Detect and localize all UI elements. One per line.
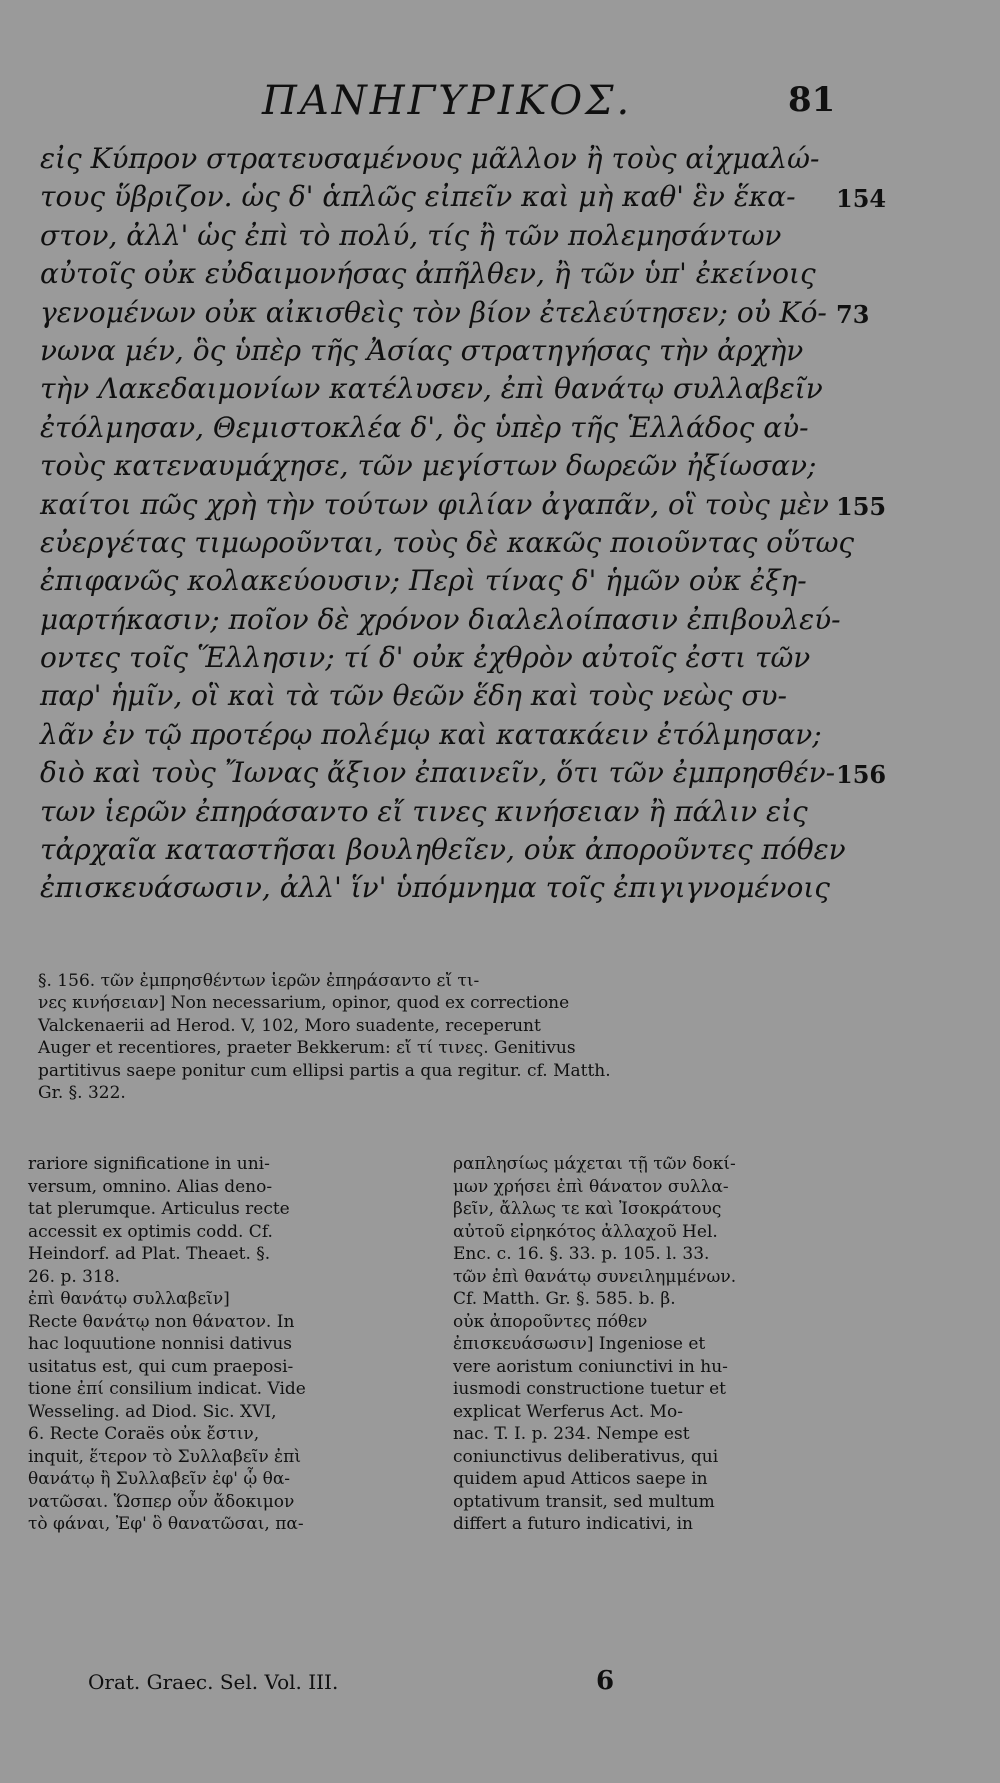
commentary-line: vere aoristum coniunctivi in hu- bbox=[453, 1356, 728, 1377]
note-line: Gr. §. 322. bbox=[38, 1083, 126, 1104]
main-text-line: ἐπισκευάσωσιν, ἀλλ' ἵν' ὑπόμνημα τοῖς ἐπιγιγνομένοις bbox=[40, 871, 830, 905]
commentary-line: versum, omnino. Alias deno- bbox=[28, 1176, 273, 1197]
commentary-line: Wesseling. ad Diod. Sic. XVI, bbox=[28, 1401, 277, 1422]
main-text-line: εὐεργέτας τιμωροῦνται, τοὺς δὲ κακῶς ποιοῦντας οὕτως bbox=[40, 525, 855, 559]
commentary-line: nac. T. I. p. 234. Nempe est bbox=[453, 1424, 690, 1444]
commentary-line: 26. p. 318. bbox=[28, 1266, 120, 1287]
commentary-line: τὸ φάναι, Ἐφ' ὃ θανατῶσαι, πα- bbox=[28, 1514, 304, 1534]
margin-line-number: 156 bbox=[836, 760, 887, 790]
commentary-line: tione ἐπί consilium indicat. Vide bbox=[28, 1379, 306, 1399]
commentary-line: 6. Recte Coraës οὐκ ἔστιν, bbox=[28, 1424, 260, 1444]
commentary-line: ἐπισκευάσωσιν] Ingeniose et bbox=[453, 1334, 706, 1354]
commentary-line: iusmodi constructione tuetur et bbox=[453, 1379, 727, 1399]
commentary-line: quidem apud Atticos saepe in bbox=[453, 1469, 708, 1489]
commentary-line: usitatus est, qui cum praeposi- bbox=[28, 1356, 294, 1377]
main-text-line: νωνα μέν, ὃς ὑπὲρ τῆς Ἀσίας στρατηγήσας τὴν ἀρχὴν bbox=[40, 333, 804, 367]
page-number: 81 bbox=[788, 80, 836, 120]
commentary-line: βεῖν, ἄλλως τε καὶ Ἰσοκράτους bbox=[453, 1199, 722, 1219]
commentary-line: αὐτοῦ εἰρηκότος ἀλλαχοῦ Hel. bbox=[453, 1221, 718, 1242]
commentary-line: ραπλησίως μάχεται τῇ τῶν δοκί- bbox=[453, 1154, 736, 1174]
main-text-line: καίτοι πῶς χρὴ τὴν τούτων φιλίαν ἀγαπᾶν, οἳ τοὺς μὲν bbox=[40, 487, 829, 521]
note-line: partitivus saepe ponitur cum ellipsi partis a qua regitur. cf. Matth. bbox=[38, 1060, 611, 1081]
commentary-line: coniunctivus deliberativus, qui bbox=[453, 1446, 719, 1467]
main-text-line: των ἱερῶν ἐπηράσαντο εἴ τινες κινήσειαν ἢ πάλιν εἰς bbox=[40, 794, 808, 828]
commentary-line: optativum transit, sed multum bbox=[453, 1491, 715, 1512]
commentary-line: explicat Werferus Act. Mo- bbox=[453, 1401, 683, 1422]
margin-line-number: 155 bbox=[836, 491, 887, 521]
main-text-line: τοὺς κατεναυμάχησε, τῶν μεγίστων δωρεῶν ἠξίωσαν; bbox=[40, 449, 817, 483]
main-text-line: εἰς Κύπρον στρατευσαμένους μᾶλλον ἢ τοὺς αἰχμαλώ- bbox=[40, 142, 820, 175]
note-line: Valckenaerii ad Herod. V, 102, Moro suadente, receperunt bbox=[38, 1015, 541, 1036]
running-title: ΠΑΝΗΓΥΡΙΚΟΣ. bbox=[262, 78, 633, 124]
commentary-line: τῶν ἐπὶ θανάτῳ συνειλημμένων. bbox=[453, 1266, 737, 1287]
commentary-line: accessit ex optimis codd. Cf. bbox=[28, 1221, 273, 1242]
commentary-right-column bbox=[453, 1153, 843, 1536]
commentary-line: tat plerumque. Articulus recte bbox=[28, 1199, 290, 1219]
commentary-left-column bbox=[28, 1153, 418, 1536]
main-text-line: γενομένων οὐκ αἰκισθεὶς τὸν βίον ἐτελεύτησεν; οὐ Κό- bbox=[40, 295, 827, 329]
main-text-line: στον, ἀλλ' ὡς ἐπὶ τὸ πολύ, τίς ἢ τῶν πολεμησάντων bbox=[40, 218, 782, 252]
main-text-line: μαρτήκασιν; ποῖον δὲ χρόνον διαλελοίπασιν ἐπιβουλεύ- bbox=[40, 602, 841, 636]
commentary-line: Recte θανάτῳ non θάνατον. In bbox=[28, 1311, 295, 1332]
main-text-line: τους ὕβριζον. ὡς δ' ἁπλῶς εἰπεῖν καὶ μὴ καθ' ἓν ἕκα- bbox=[40, 180, 796, 214]
main-text-line: τἀρχαῖα καταστῆσαι βουληθεῖεν, οὐκ ἀποροῦντες πόθεν bbox=[40, 833, 846, 867]
footer-signature: Orat. Graec. Sel. Vol. III. bbox=[88, 1670, 339, 1694]
main-text-line: ἐπιφανῶς κολακεύουσιν; Περὶ τίνας δ' ἡμῶν οὐκ ἐξη- bbox=[40, 564, 807, 598]
commentary-line: inquit, ἕτερον τὸ Συλλαβεῖν ἐπὶ bbox=[28, 1446, 302, 1467]
critical-note bbox=[38, 970, 838, 1104]
main-text-line: λᾶν ἐν τῷ προτέρῳ πολέμῳ καὶ κατακάειν ἐτόλμησαν; bbox=[40, 717, 822, 751]
commentary-line: νατῶσαι. Ὥσπερ οὖν ἄδοκιμον bbox=[28, 1491, 295, 1512]
margin-line-number: 154 bbox=[836, 184, 887, 214]
commentary-line: ἐπὶ θανάτῳ συλλαβεῖν] bbox=[28, 1289, 230, 1309]
note-line: §. 156. τῶν ἐμπρησθέντων ἱερῶν ἐπηράσαντο εἴ τι- bbox=[38, 971, 480, 991]
commentary-line: differt a futuro indicativi, in bbox=[453, 1514, 694, 1534]
note-line: νες κινήσειαν] Non necessarium, opinor, quod ex correctione bbox=[38, 993, 570, 1014]
commentary-line: μων χρήσει ἐπὶ θάνατον συλλα- bbox=[453, 1176, 729, 1197]
margin-line-number: 73 bbox=[836, 299, 870, 329]
main-text-line: παρ' ἡμῖν, οἳ καὶ τὰ τῶν θεῶν ἕδη καὶ τοὺς νεὼς συ- bbox=[40, 679, 787, 713]
commentary-line: Cf. Matth. Gr. §. 585. b. β. bbox=[453, 1289, 676, 1309]
commentary-columns bbox=[28, 1153, 868, 1593]
footer-signature-number: 6 bbox=[596, 1666, 615, 1696]
commentary-line: θανάτῳ ἢ Συλλαβεῖν ἐφ' ᾧ θα- bbox=[28, 1469, 291, 1489]
commentary-line: Heindorf. ad Plat. Theaet. §. bbox=[28, 1244, 271, 1264]
main-text-line: οντες τοῖς Ἕλλησιν; τί δ' οὐκ ἐχθρὸν αὐτοῖς ἐστι τῶν bbox=[40, 641, 811, 675]
commentary-line: rariore significatione in uni- bbox=[28, 1154, 270, 1174]
commentary-line: οὐκ ἀποροῦντες πόθεν bbox=[453, 1311, 648, 1332]
main-text-line: αὐτοῖς οὐκ εὐδαιμονήσας ἀπῆλθεν, ἢ τῶν ὑπ' ἐκείνοις bbox=[40, 257, 816, 291]
main-text-line: τὴν Λακεδαιμονίων κατέλυσεν, ἐπὶ θανάτῳ συλλαβεῖν bbox=[40, 372, 823, 406]
note-line: Auger et recentiores, praeter Bekkerum: εἴ τί τινες. Genitivus bbox=[38, 1038, 576, 1059]
commentary-line: Enc. c. 16. §. 33. p. 105. l. 33. bbox=[453, 1244, 710, 1264]
commentary-line: hac loquutione nonnisi dativus bbox=[28, 1334, 293, 1354]
main-text-line: διὸ καὶ τοὺς Ἴωνας ἄξιον ἐπαινεῖν, ὅτι τῶν ἐμπρησθέν- bbox=[40, 756, 836, 790]
main-text-line: ἐτόλμησαν, Θεμιστοκλέα δ', ὃς ὑπὲρ τῆς Ἑλλάδος αὐ- bbox=[40, 410, 809, 444]
